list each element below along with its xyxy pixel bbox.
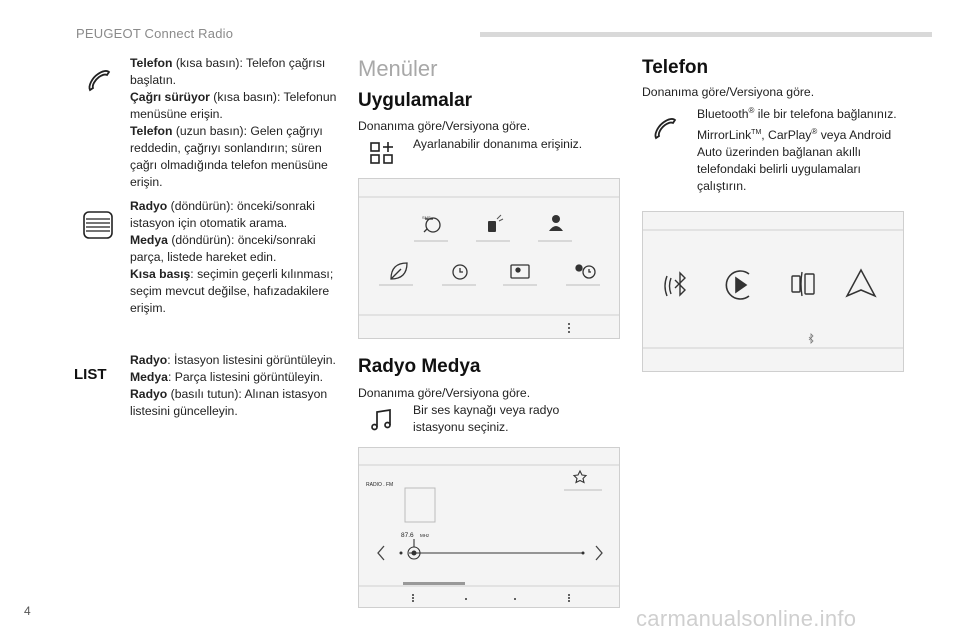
- carplay-icon: [726, 271, 749, 299]
- phone-handset-icon: [86, 68, 112, 94]
- radio-dial-icon: [82, 210, 114, 240]
- car-settings-icon: [488, 215, 503, 232]
- radio-media-title: Radyo Medya: [358, 356, 481, 377]
- mirrorlink-icon: [792, 272, 814, 296]
- apps-grid-icon: [370, 142, 394, 164]
- contacts-card-icon: [511, 265, 529, 278]
- phone-screen: [642, 211, 904, 372]
- frequency-unit: MHz: [420, 533, 430, 538]
- apps-title: Uygulamalar: [358, 90, 473, 111]
- radio-screen: [358, 447, 620, 608]
- header-title: PEUGEOT Connect Radio: [76, 26, 234, 41]
- radio-instructions: Radyo (döndürün): önceki/sonraki istasyon için otomatik arama. Medya (döndürün): önceki/sonraki parça, listede hareket edin. Kısa basış: seçimin geçerli kılınması; seçim mevcut değilse, hafızadakilere erişim.: [130, 199, 334, 315]
- android-auto-icon: [847, 270, 875, 296]
- page-number: 4: [24, 604, 31, 618]
- list-instructions: Radyo: İstasyon listesini görüntüleyin. Medya: Parça listesini görüntüleyin. Radyo (basılı tutun): Alınan istasyon listesini güncelleyin.: [130, 353, 336, 418]
- phone-title: Telefon: [642, 57, 709, 78]
- apps-description: Ayarlanabilir donanıma erişiniz.: [413, 137, 583, 151]
- bottom-menu-dots: [412, 594, 570, 602]
- list-label: LIST: [74, 366, 107, 383]
- next-chevron-icon: [596, 546, 602, 560]
- apps-screen: [358, 178, 620, 339]
- apps-version: Donanıma göre/Versiyona göre.: [358, 119, 531, 133]
- menus-title: Menüler: [358, 56, 438, 81]
- favorite-star-icon: [574, 471, 586, 483]
- radio-description: Bir ses kaynağı veya radyo istasyonu seçiniz.: [413, 403, 560, 434]
- messages-icon: [422, 215, 440, 232]
- phone-version: Donanıma göre/Versiyona göre.: [642, 85, 815, 99]
- timer-icon: [576, 265, 595, 278]
- eco-leaf-icon: [391, 263, 407, 279]
- phone-instructions: Telefon (kısa basın): Telefon çağrısı başlatın. Çağrı sürüyor (kısa basın): Telefonun menüsüne erişin. Telefon (uzun basın): Gelen çağrıyı reddedin, çağrıyı sonlandırın; süren çağrı olmadığında telefon menüsüne erişin.: [130, 56, 337, 189]
- header-rule: [480, 32, 932, 37]
- phone-handset-icon: [652, 116, 678, 142]
- radio-version: Donanıma göre/Versiyona göre.: [358, 386, 531, 400]
- bluetooth-status-icon: [809, 334, 813, 343]
- band-label: RADIO . FM: [366, 482, 394, 488]
- watermark: carmanualsonline.info: [636, 606, 857, 631]
- bluetooth-icon: [665, 273, 685, 296]
- more-menu-icon: [568, 323, 570, 333]
- user-icon: [549, 215, 563, 231]
- clock-settings-icon: [453, 265, 467, 279]
- svg-text:SMS: SMS: [422, 215, 431, 220]
- frequency-value: 87.6: [401, 532, 414, 539]
- previous-chevron-icon: [378, 546, 384, 560]
- tuner-knob-icon: [408, 539, 420, 559]
- phone-description: Bluetooth® ile bir telefona bağlanınız. MirrorLink™, CarPlay® veya Android Auto üzerinden bağlanan akıllı telefondaki belirli uygulamaları çalıştırın.: [697, 106, 897, 194]
- music-note-icon: [370, 408, 394, 432]
